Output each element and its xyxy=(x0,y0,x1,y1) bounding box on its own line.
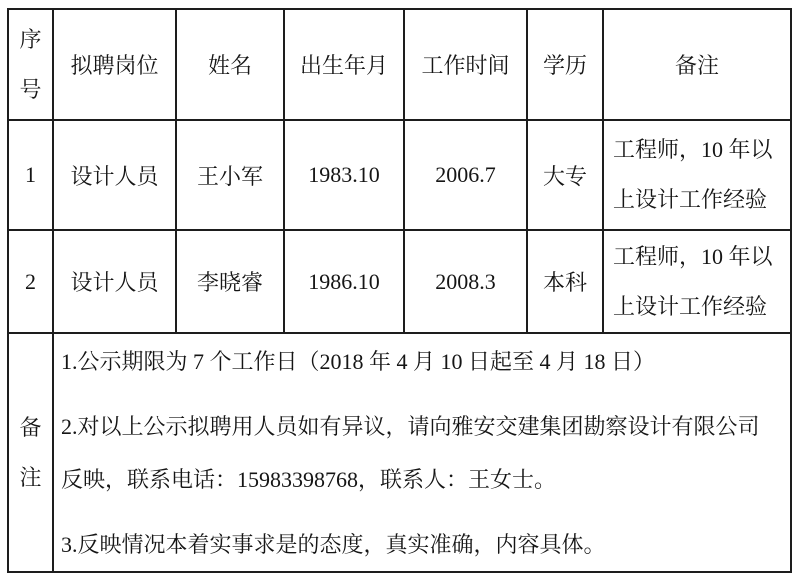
header-cell-serial xyxy=(8,9,53,120)
cell-position: 设计人员 xyxy=(53,230,176,333)
header-row xyxy=(8,9,791,120)
header-serial-label: 序号 xyxy=(19,26,42,102)
header-cell-name: 姓名 xyxy=(176,9,284,120)
remark-item: 2.对以上公示拟聘用人员如有异议，请向雅安交建集团勘察设计有限公司反映，联系电话：15983398768，联系人：王女士。 xyxy=(61,414,760,492)
cell-work-start: 2006.7 xyxy=(404,120,527,230)
cell-serial: 1 xyxy=(8,120,53,230)
remark-item: 1.公示期限为 7 个工作日（2018 年 4 月 10 日起至 4 月 18 日） xyxy=(61,349,656,374)
remarks-label: 备注 xyxy=(19,414,42,490)
cell-education: 本科 xyxy=(527,230,603,333)
cell-birth-date: 1983.10 xyxy=(284,120,404,230)
header-cell-work-start: 工作时间 xyxy=(404,9,527,120)
header-cell-education: 学历 xyxy=(527,9,603,120)
table-row xyxy=(8,230,791,333)
header-cell-position: 拟聘岗位 xyxy=(53,9,176,120)
header-cell-birth-date: 出生年月 xyxy=(284,9,404,120)
cell-name: 王小军 xyxy=(176,120,284,230)
header-cell-note: 备注 xyxy=(603,9,791,120)
cell-work-start: 2008.3 xyxy=(404,230,527,333)
remarks-label-cell xyxy=(8,333,53,572)
table-row xyxy=(8,120,791,230)
cell-name: 李晓睿 xyxy=(176,230,284,333)
cell-position: 设计人员 xyxy=(53,120,176,230)
remarks-cell xyxy=(53,333,791,572)
cell-note: 工程师，10 年以上设计工作经验 xyxy=(603,120,791,230)
remarks-row xyxy=(8,333,791,572)
remark-item: 3.反映情况本着实事求是的态度，真实准确，内容具体。 xyxy=(61,532,606,557)
cell-serial: 2 xyxy=(8,230,53,333)
recruitment-table xyxy=(7,8,792,573)
cell-note: 工程师，10 年以上设计工作经验 xyxy=(603,230,791,333)
cell-birth-date: 1986.10 xyxy=(284,230,404,333)
cell-education: 大专 xyxy=(527,120,603,230)
